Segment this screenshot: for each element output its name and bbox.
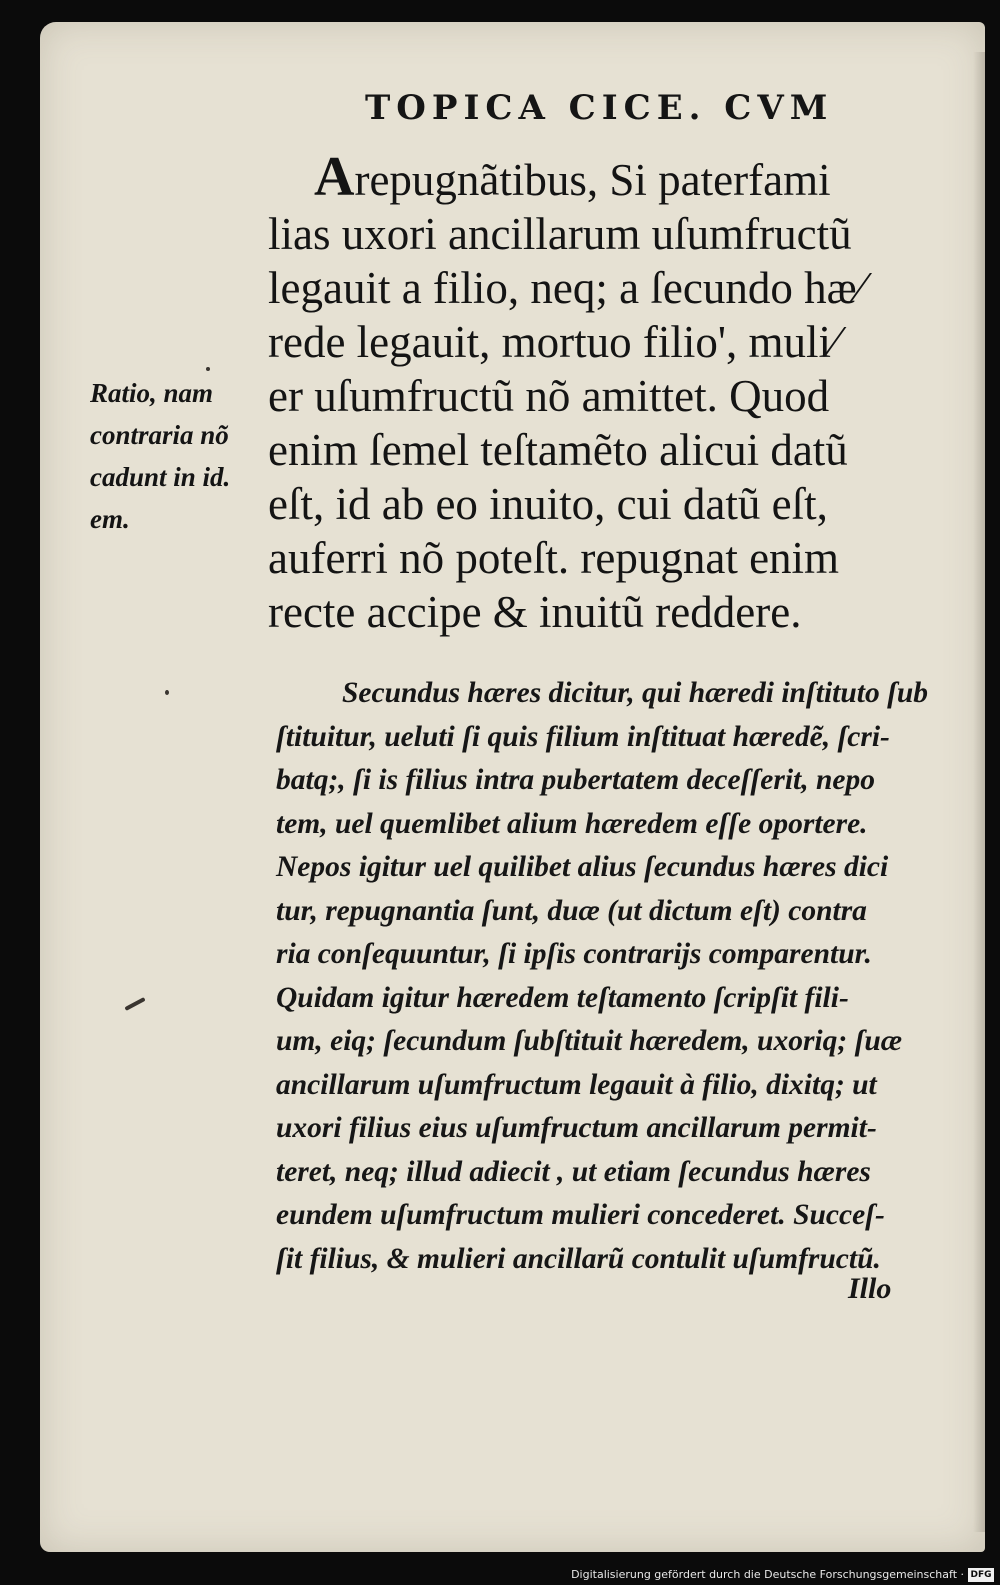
commentary-line: teret, neq; illud adiecit , ut etiam ſecundus hæres	[276, 1155, 871, 1188]
main-text-line: rede legauit, mortuo filio', muli⁄	[268, 317, 839, 367]
commentary-line: eundem uſumfructum mulieri concederet. Succeſ-	[276, 1199, 885, 1231]
drop-letter: A	[314, 146, 355, 208]
commentary-line: ria conſequuntur, ſi ipſis contrarijs comparentur.	[276, 938, 872, 970]
marginal-note-line: em.	[90, 504, 130, 534]
commentary-line: ſit filius, & mulieri ancillarũ contulit uſumfructũ.	[276, 1242, 881, 1275]
main-text-line-content: repugnãtibus, Si paterfami	[354, 155, 831, 205]
main-text-line: er uſumfructũ nõ amittet. Quod	[268, 371, 830, 421]
commentary-line: tur, repugnantia ſunt, duæ (ut dictum eſt) contra	[276, 894, 867, 927]
main-text-line: enim ſemel teſtamẽto alicui datũ	[268, 425, 848, 475]
commentary-line: um, eiq; ſecundum ſubſtituit hæredem, uxoriq; ſuæ	[276, 1025, 903, 1057]
main-text-block	[268, 146, 918, 639]
commentary-line: ſtituitur, ueluti ſi quis filium inſtituat hæredẽ, ſcri-	[276, 720, 890, 753]
main-text-line: legauit a filio, neq; a ſecundo hæ⁄	[268, 263, 865, 313]
commentary-line: Secundus hæres dicitur, qui hæredi inſtituto ſub	[342, 677, 929, 709]
running-head: TOPICA CICE. CVM	[365, 88, 834, 128]
main-text-line: eſt, id ab eo inuito, cui datũ eſt,	[268, 479, 828, 529]
commentary-line: Quidam igitur hæredem teſtamento ſcripſit fili-	[276, 981, 849, 1014]
page-edge-shadow	[973, 52, 985, 1532]
marginal-note	[90, 372, 290, 540]
catchword: Illo	[848, 1272, 892, 1305]
ink-speck	[165, 690, 169, 695]
dfg-logo: DFG	[968, 1568, 994, 1582]
main-text-line: auferri nõ poteſt. repugnat enim	[268, 533, 840, 583]
marginal-note-line: Ratio, nam	[90, 378, 214, 408]
commentary-line: Nepos igitur uel quilibet alius ſecundus hæres dici	[276, 851, 889, 883]
commentary-block	[276, 672, 929, 1281]
main-text-line	[268, 146, 918, 208]
ink-speck	[206, 367, 210, 371]
commentary-line: uxori filius eius uſumfructum ancillarum permit-	[276, 1112, 877, 1144]
commentary-line: tem, uel quemlibet alium hæredem eſſe oportere.	[276, 807, 868, 840]
main-text-line: lias uxori ancillarum uſumfructũ	[268, 209, 852, 259]
digitization-credit: Digitalisierung gefördert durch die Deutsche Forschungsgemeinschaft ·	[571, 1568, 964, 1581]
marginal-note-line: cadunt in id.	[90, 462, 231, 492]
commentary-line: ancillarum uſumfructum legauit à filio, dixitq; ut	[276, 1068, 877, 1101]
commentary-line: batq;, ſi is filius intra pubertatem deceſſerit, nepo	[276, 764, 875, 796]
main-text-line: recte accipe & inuitũ reddere.	[268, 587, 802, 637]
marginal-note-line: contraria nõ	[90, 420, 229, 450]
